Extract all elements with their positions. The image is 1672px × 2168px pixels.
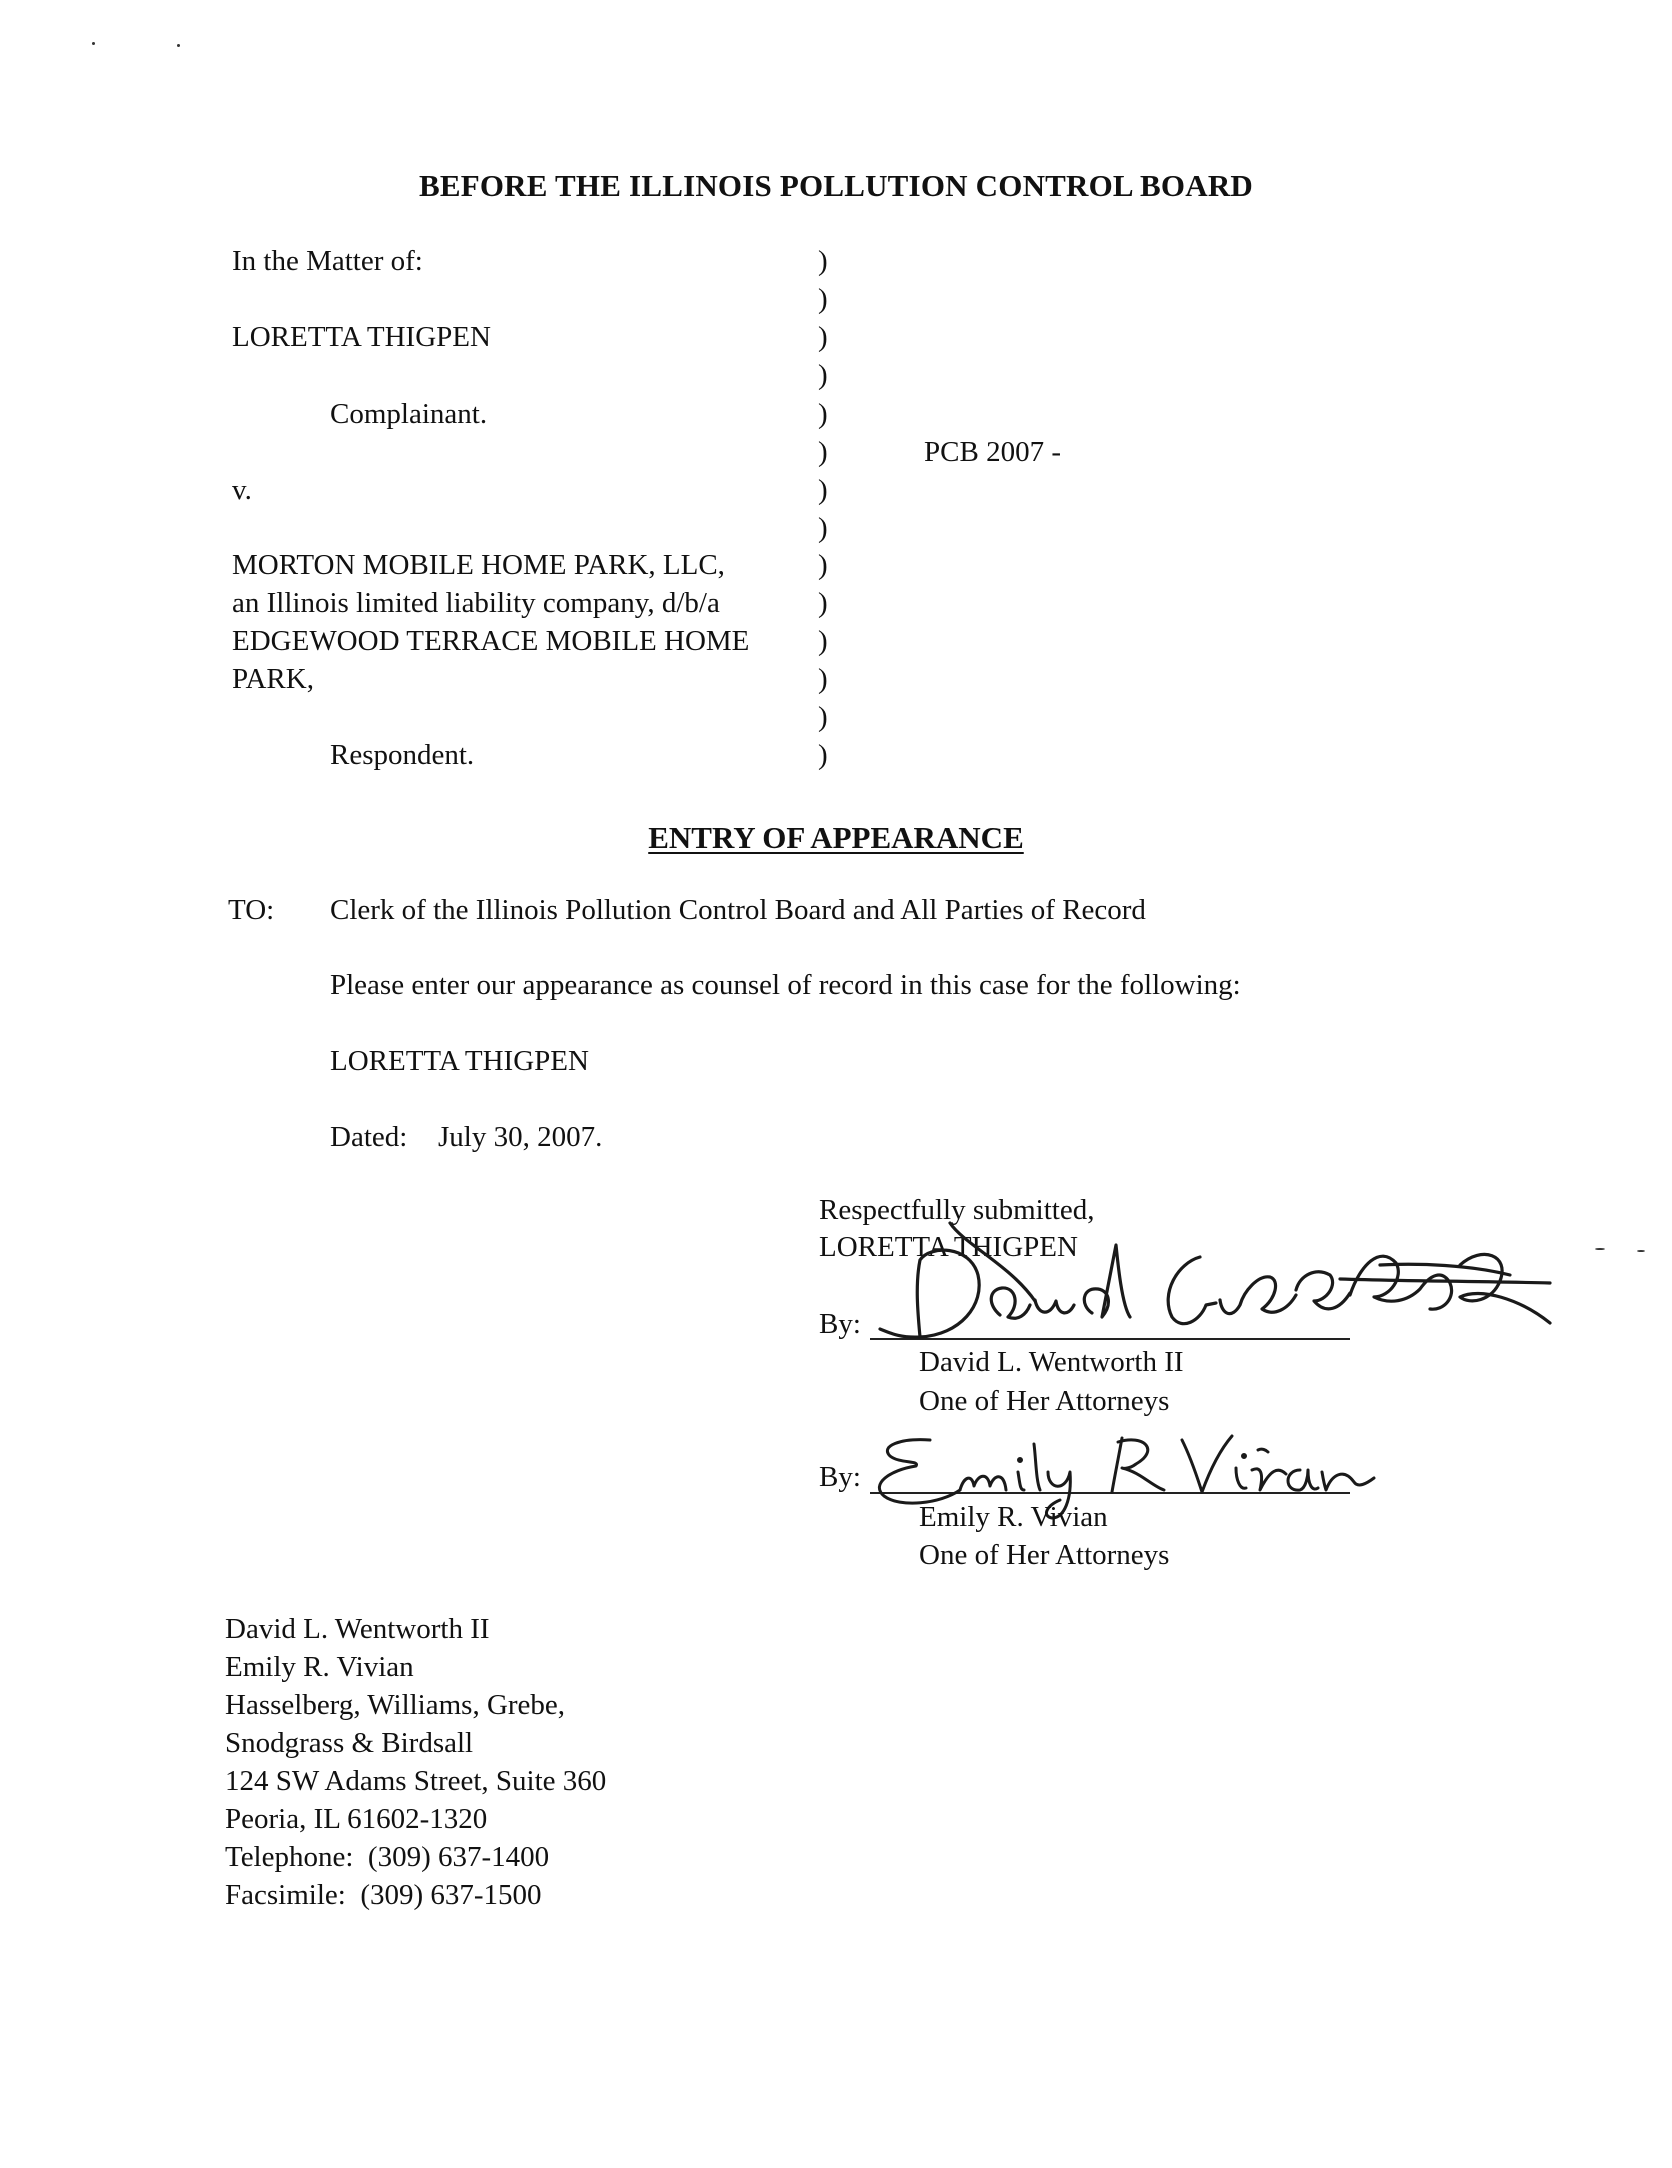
- caption-respondent-line: EDGEWOOD TERRACE MOBILE HOME: [232, 625, 750, 657]
- address-line: Facsimile: (309) 637-1500: [225, 1879, 542, 1911]
- caption-paren: ): [818, 474, 828, 506]
- body-text: Please enter our appearance as counsel of record in this case for the following:: [330, 969, 1241, 1001]
- address-line: Hasselberg, Williams, Grebe,: [225, 1689, 566, 1721]
- caption-paren: ): [818, 663, 828, 695]
- signature-party: LORETTA THIGPEN: [819, 1231, 1078, 1263]
- caption-paren: ): [818, 587, 828, 619]
- caption-complainant-role: Complainant.: [330, 398, 488, 430]
- caption-complainant-name: LORETTA THIGPEN: [232, 321, 491, 353]
- scan-speck: [1637, 1250, 1645, 1252]
- address-line: David L. Wentworth II: [225, 1613, 490, 1645]
- address-line: Snodgrass & Birdsall: [225, 1727, 474, 1759]
- caption-paren: ): [818, 283, 828, 315]
- caption-paren: ): [818, 549, 828, 581]
- client-name: LORETTA THIGPEN: [330, 1045, 589, 1077]
- to-label: TO:: [228, 894, 275, 926]
- caption-respondent-line: PARK,: [232, 663, 314, 695]
- signer-role: One of Her Attorneys: [919, 1539, 1170, 1571]
- caption-in-matter-of: In the Matter of:: [232, 245, 423, 277]
- caption-paren: ): [818, 398, 828, 430]
- signer-name: Emily R. Vivian: [919, 1501, 1108, 1533]
- dated-label: Dated:: [330, 1121, 408, 1153]
- to-text: Clerk of the Illinois Pollution Control Board and All Parties of Record: [330, 894, 1146, 926]
- address-line: Peoria, IL 61602-1320: [225, 1803, 488, 1835]
- caption-versus: v.: [232, 474, 252, 506]
- caption-paren: ): [818, 739, 828, 771]
- entry-heading-text: ENTRY OF APPEARANCE: [648, 820, 1024, 855]
- signature-closing: Respectfully submitted,: [819, 1194, 1095, 1226]
- caption-respondent-line: an Illinois limited liability company, d/b/a: [232, 587, 720, 619]
- address-line: 124 SW Adams Street, Suite 360: [225, 1765, 607, 1797]
- entry-heading: [0, 820, 1672, 856]
- case-number: PCB 2007 -: [924, 436, 1061, 468]
- caption-paren: ): [818, 625, 828, 657]
- caption-paren: ): [818, 245, 828, 277]
- caption-respondent-line: MORTON MOBILE HOME PARK, LLC,: [232, 549, 725, 581]
- caption-paren: ): [818, 359, 828, 391]
- scan-speck: [177, 44, 180, 47]
- caption-paren: ): [818, 321, 828, 353]
- scan-speck: [92, 42, 95, 45]
- signature-by-label: By:: [819, 1461, 861, 1493]
- page-title: BEFORE THE ILLINOIS POLLUTION CONTROL BOARD: [418, 168, 1254, 203]
- dated-value: July 30, 2007.: [438, 1121, 603, 1153]
- caption-respondent-role: Respondent.: [330, 739, 475, 771]
- signer-name: David L. Wentworth II: [919, 1346, 1184, 1378]
- signer-role: One of Her Attorneys: [919, 1385, 1170, 1417]
- caption-paren: ): [818, 701, 828, 733]
- caption-paren: ): [818, 512, 828, 544]
- signature-david-wentworth: [860, 1205, 1560, 1365]
- address-line: Telephone: (309) 637-1400: [225, 1841, 550, 1873]
- caption-paren: ): [818, 436, 828, 468]
- signature-by-label: By:: [819, 1308, 861, 1340]
- address-line: Emily R. Vivian: [225, 1651, 414, 1683]
- scan-speck: [1595, 1248, 1605, 1250]
